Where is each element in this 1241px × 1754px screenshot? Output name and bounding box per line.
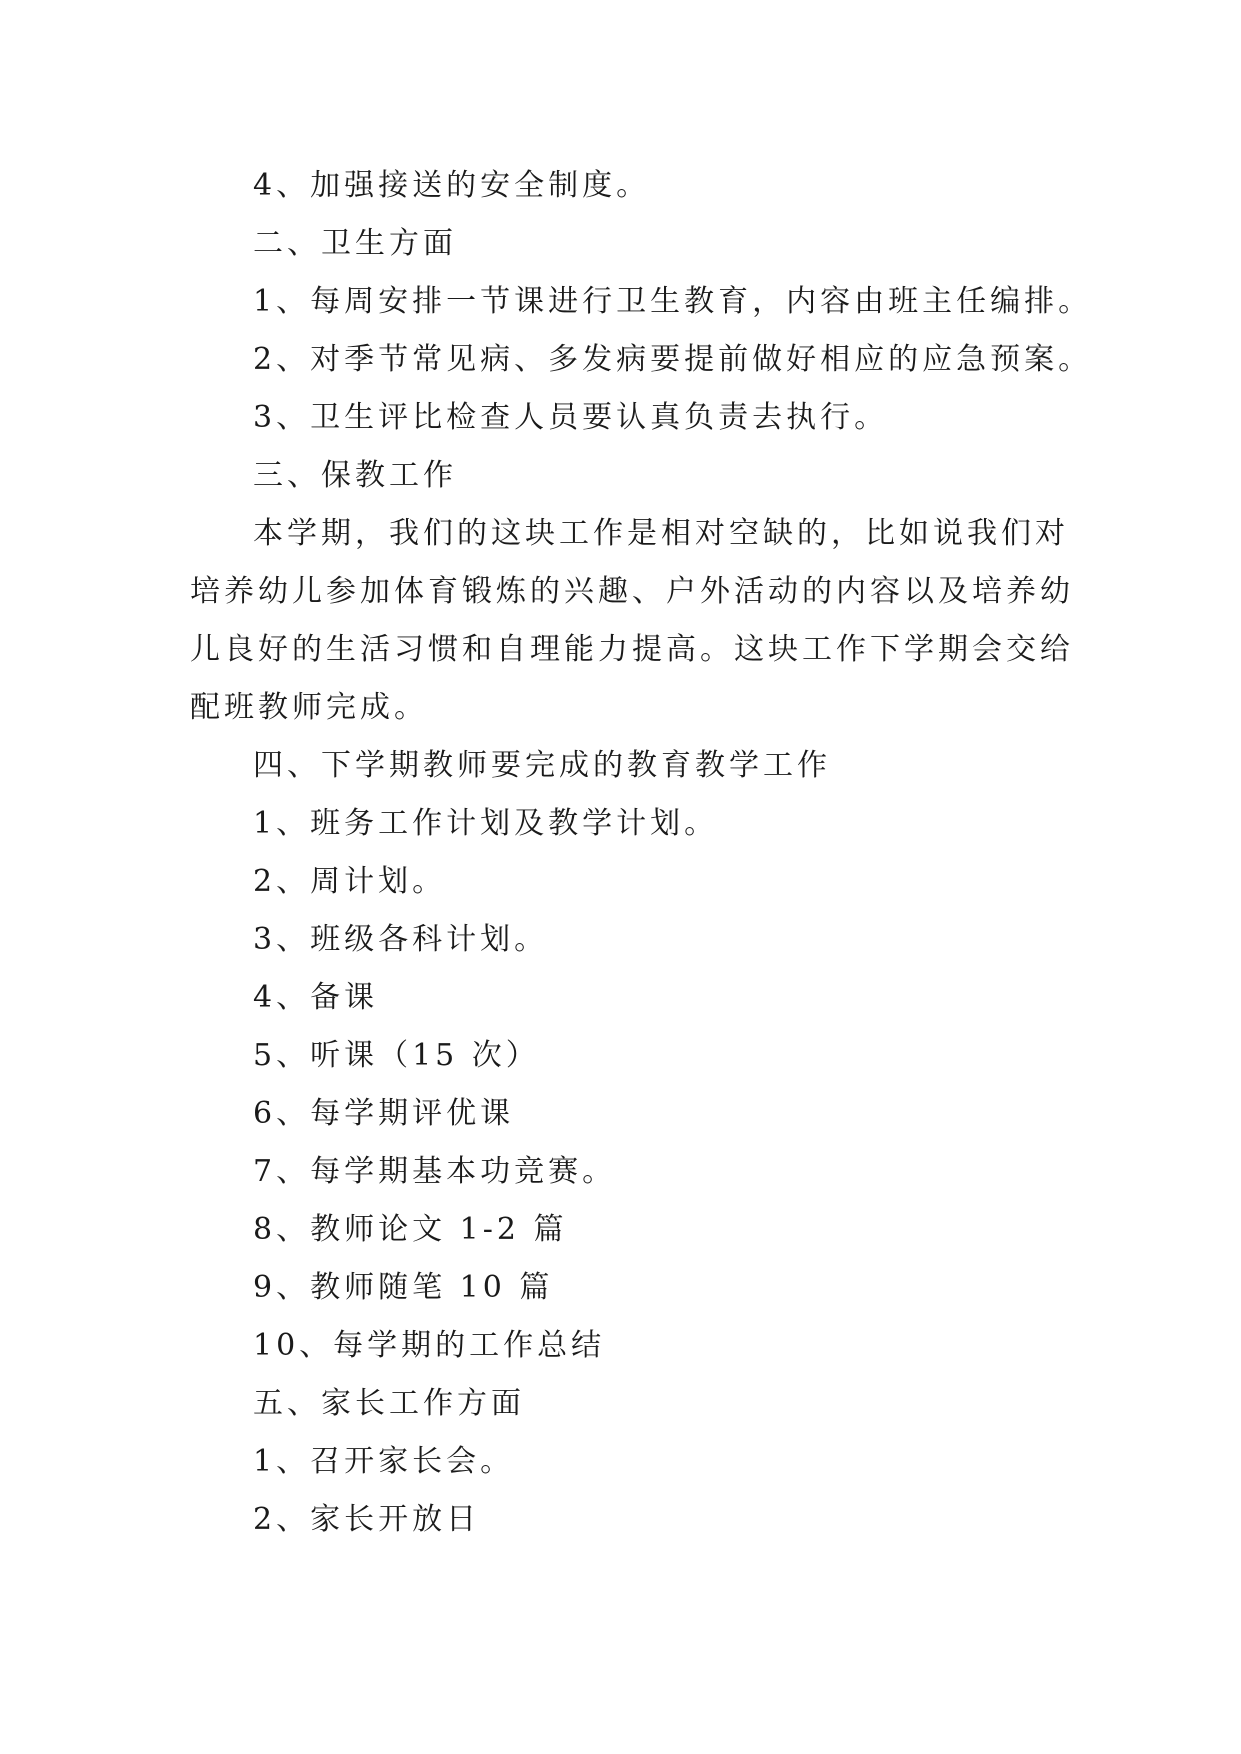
list-item: 9、教师随笔 10 篇 <box>253 1270 554 1305</box>
list-item: 1、每周安排一节课进行卫生教育，内容由班主任编排。 <box>253 284 1093 319</box>
section-heading: 五、家长工作方面 <box>253 1386 525 1421</box>
section-heading: 四、下学期教师要完成的教育教学工作 <box>253 748 831 783</box>
paragraph-line: 本学期，我们的这块工作是相对空缺的，比如说我们对 <box>253 516 1069 551</box>
list-item: 4、加强接送的安全制度。 <box>253 168 651 203</box>
section-heading: 三、保教工作 <box>253 458 457 493</box>
list-item: 2、家长开放日 <box>253 1502 481 1537</box>
list-item: 3、班级各科计划。 <box>253 922 549 957</box>
list-item: 3、卫生评比检查人员要认真负责去执行。 <box>253 400 889 435</box>
list-item: 2、对季节常见病、多发病要提前做好相应的应急预案。 <box>253 342 1093 377</box>
section-heading: 二、卫生方面 <box>253 226 457 261</box>
list-item: 5、听课（15 次） <box>253 1038 540 1073</box>
paragraph-line: 培养幼儿参加体育锻炼的兴趣、户外活动的内容以及培养幼 <box>190 574 1074 609</box>
list-item: 7、每学期基本功竞赛。 <box>253 1154 617 1189</box>
list-item: 1、召开家长会。 <box>253 1444 515 1479</box>
list-item: 10、每学期的工作总结 <box>253 1328 606 1363</box>
list-item: 8、教师论文 1-2 篇 <box>253 1212 568 1247</box>
list-item: 4、备课 <box>253 980 379 1015</box>
list-item: 2、周计划。 <box>253 864 447 899</box>
paragraph-line: 配班教师完成。 <box>190 690 428 725</box>
list-item: 1、班务工作计划及教学计划。 <box>253 806 719 841</box>
paragraph-line: 儿良好的生活习惯和自理能力提高。这块工作下学期会交给 <box>190 632 1074 667</box>
list-item: 6、每学期评优课 <box>253 1096 515 1131</box>
